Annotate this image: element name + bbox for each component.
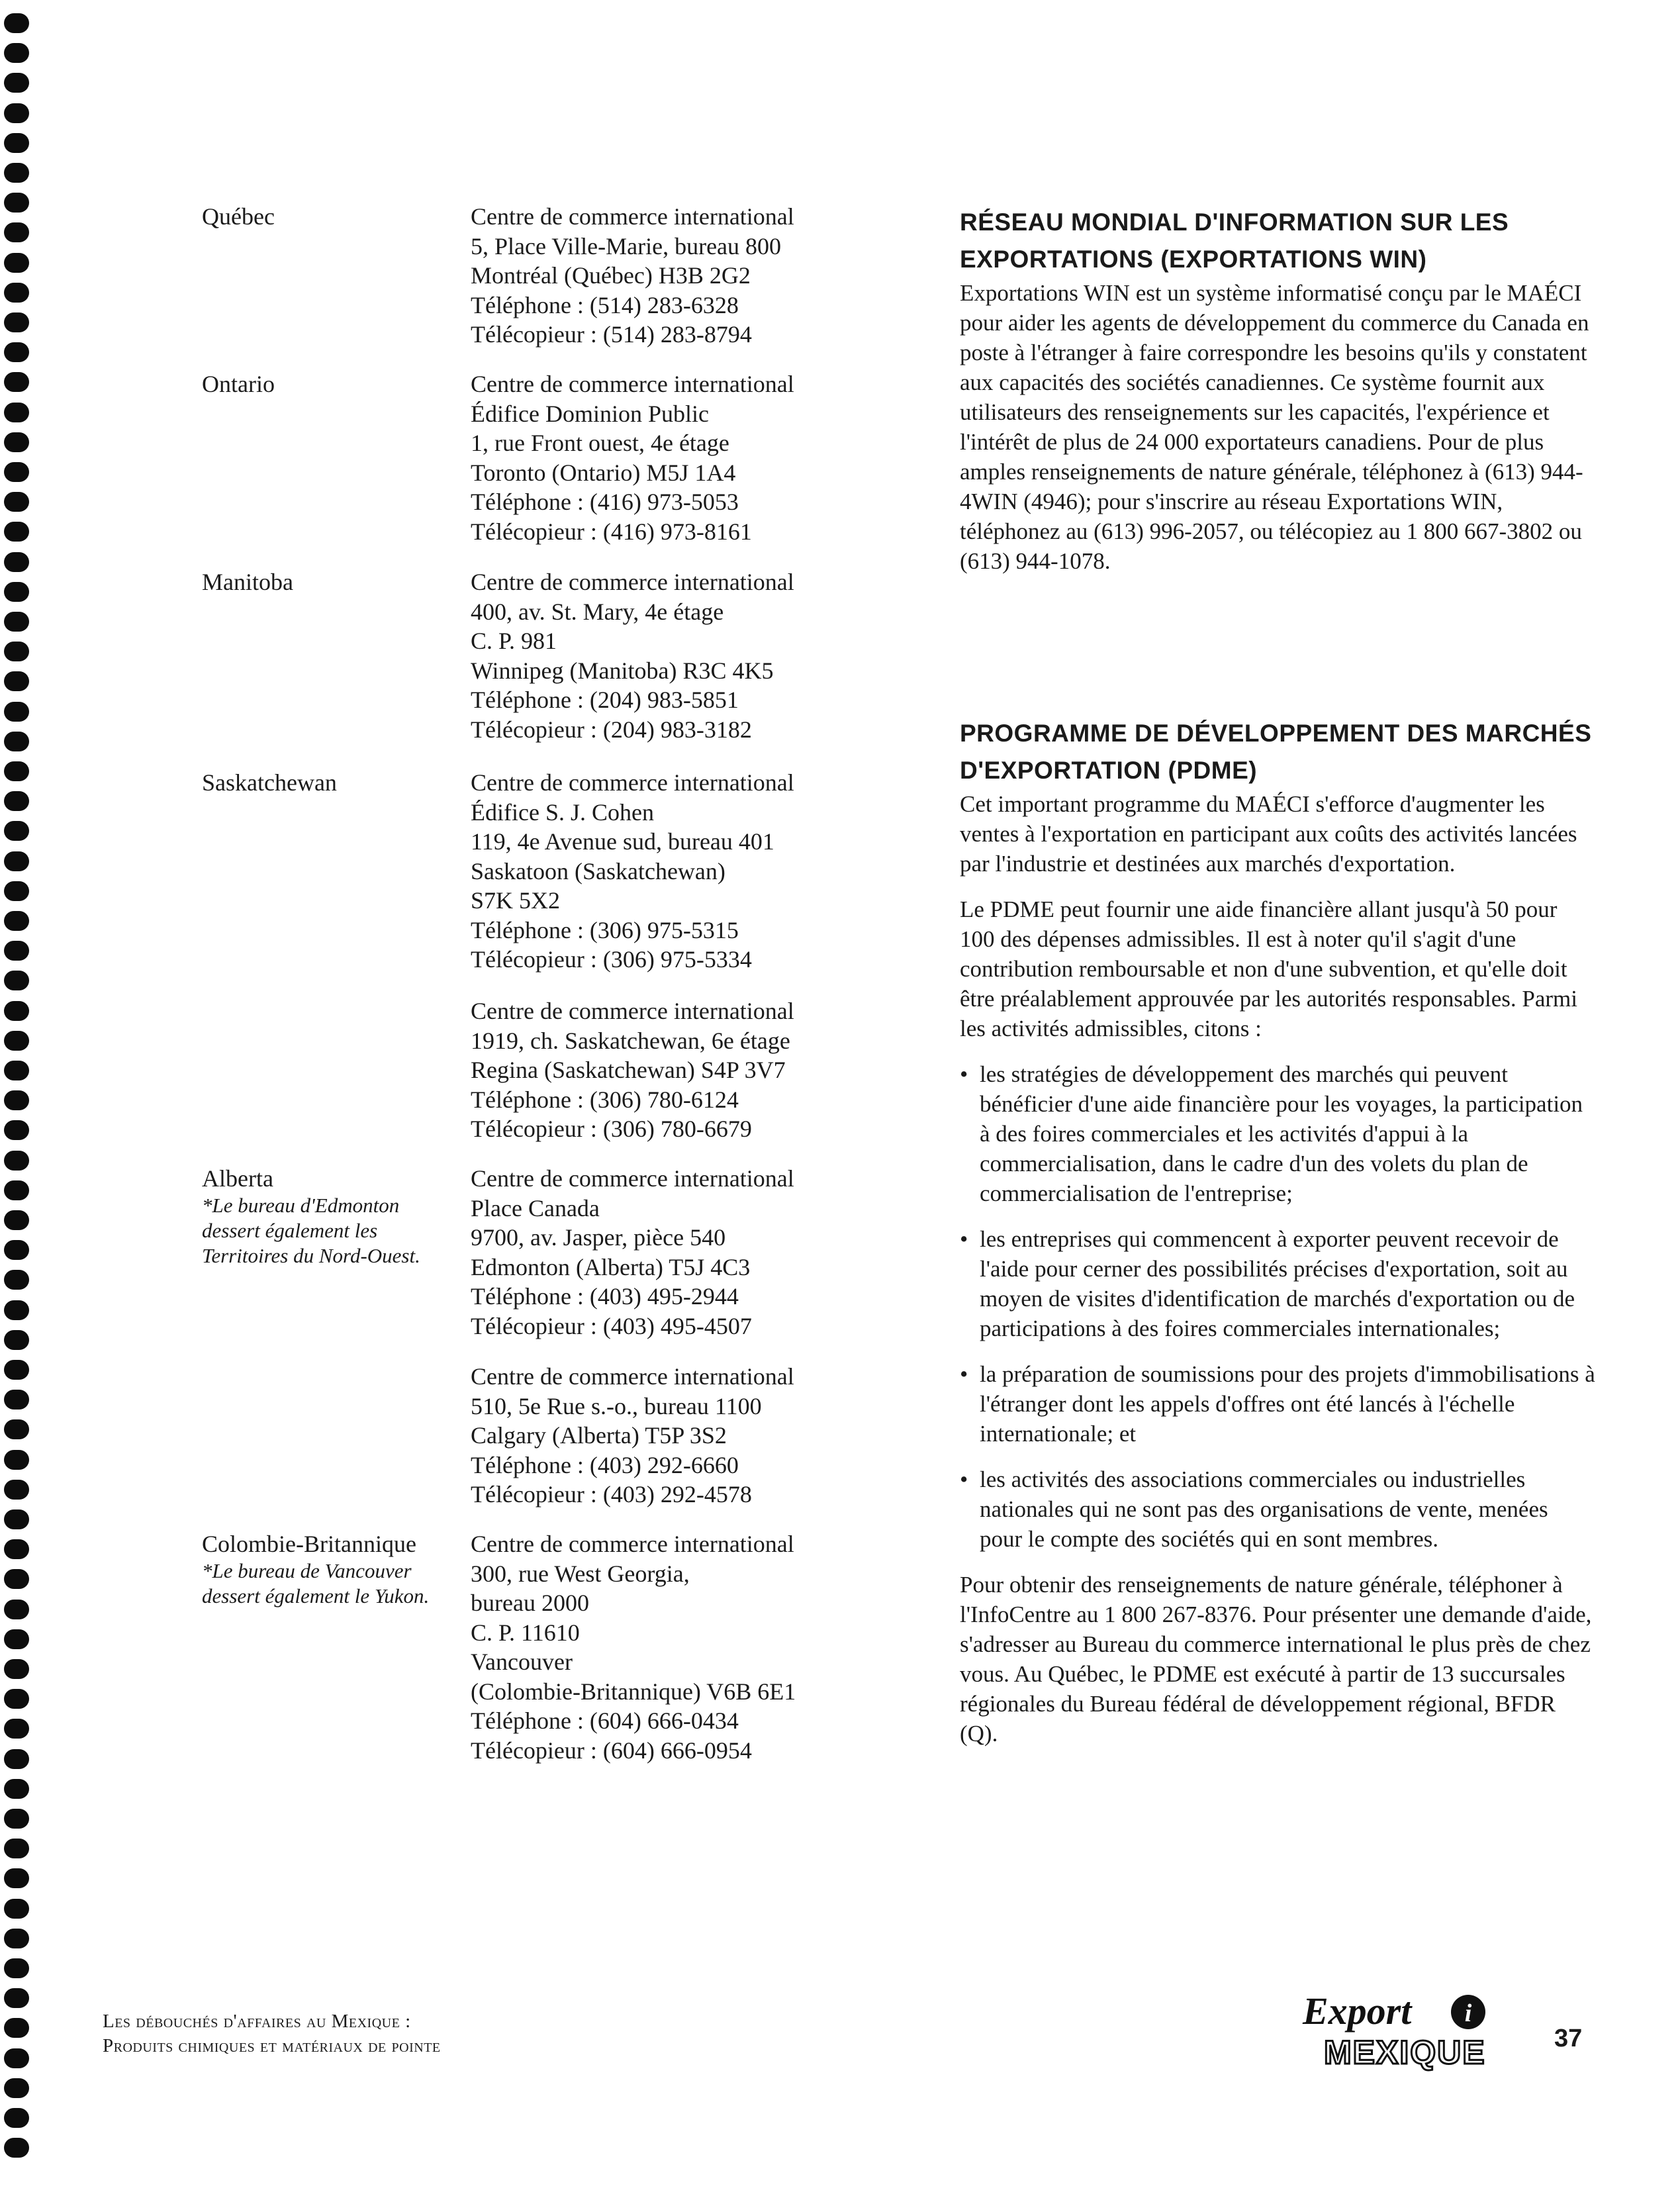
binding-hole (4, 222, 29, 242)
binding-hole (4, 103, 29, 123)
address-line: Centre de commerce international (471, 1363, 794, 1390)
binding-hole (4, 1719, 29, 1739)
address-block (471, 369, 881, 546)
binding-hole (4, 642, 29, 661)
address-line: C. P. 981 (471, 628, 557, 654)
address-line: C. P. 11610 (471, 1619, 580, 1646)
address-line: 510, 5e Rue s.-o., bureau 1100 (471, 1392, 762, 1419)
address-line: Place Canada (471, 1194, 600, 1222)
win-body: Exportations WIN est un système informatisé conçu par le MAÉCI pour aider les agents de développement du commerce du Canada en poste à l'étranger à faire correspondre les besoins qu'ils y constatent aux capacités des sociétés canadiennes. Ce système fournit aux utilisateurs des renseignements sur les capacités, l'expérience et l'intérêt de plus de 24 000 exportateurs canadiens. Pour de plus amples renseignements de nature générale, téléphonez à (613) 944-4WIN (4946); pour s'inscrire au réseau Exportations WIN, téléphonez au (613) 996-2057, ou télécopiez au 1 800 667-3802 ou (613) 944-1078. (960, 280, 1589, 574)
binding-hole (4, 1450, 29, 1470)
address-line: 5, Place Ville-Marie, bureau 800 (471, 232, 782, 260)
binding-hole (4, 1300, 29, 1320)
binding-hole (4, 342, 29, 362)
binding-hole (4, 462, 29, 482)
binding-hole (4, 1899, 29, 1919)
fax-line: Télécopieur : (604) 666-0954 (471, 1737, 752, 1764)
binding-hole (4, 1330, 29, 1350)
address-line: Centre de commerce international (471, 1165, 794, 1192)
fax-line: Télécopieur : (306) 780-6679 (471, 1116, 752, 1142)
binding-hole (4, 791, 29, 811)
phone-line: Téléphone : (604) 666-0434 (471, 1707, 739, 1734)
pdme-intro: Cet important programme du MAÉCI s'efforce d'augmenter les ventes à l'exportation en participant aux coûts des activités lancées par l'industrie et destinées aux marchés d'exportation. (960, 791, 1577, 877)
province-name: Alberta (202, 1165, 273, 1192)
logo-text-bottom: MEXIQUE (1324, 2034, 1486, 2071)
pdme-section (960, 715, 1595, 1749)
binding-hole (4, 582, 29, 602)
province-name: Colombie-Britannique (202, 1531, 416, 1557)
bullet-icon: • (960, 1466, 968, 1492)
binding-hole (4, 1390, 29, 1410)
eligible-activities-list (960, 1059, 1595, 1554)
address-line: Centre de commerce international (471, 569, 794, 595)
binding-hole (4, 2078, 29, 2098)
binding-hole (4, 881, 29, 901)
list-item: • les entreprises qui commencent à exporter peuvent recevoir de l'aide pour cerner des possibilités précises d'exportation, soit au moyen de visites d'identification de marchés d'exportation ou de participations à des foires commerciales internationales; (960, 1224, 1595, 1343)
address-line: 1, rue Front ouest, 4e étage (471, 430, 729, 456)
spiral-binding (0, 0, 40, 2204)
binding-hole (4, 1779, 29, 1799)
address-line: Centre de commerce international (471, 371, 794, 397)
phone-line: Téléphone : (306) 780-6124 (471, 1086, 739, 1113)
address-line: 119, 4e Avenue sud, bureau 401 (471, 828, 774, 855)
address-line: Winnipeg (Manitoba) R3C 4K5 (471, 657, 774, 684)
phone-line: Téléphone : (306) 975-5315 (471, 916, 739, 943)
binding-hole (4, 133, 29, 153)
address-line: Toronto (Ontario) M5J 1A4 (471, 459, 736, 486)
phone-line: Téléphone : (416) 973-5053 (471, 489, 739, 515)
section-heading-pdme: PROGRAMME DE DÉVELOPPEMENT DES MARCHÉS D'EXPORTATION (PDME) (960, 720, 1592, 784)
binding-hole (4, 1749, 29, 1769)
binding-hole (4, 1689, 29, 1709)
fax-line: Télécopieur : (514) 283-8794 (471, 321, 752, 348)
province-name: Québec (202, 203, 275, 230)
binding-hole (4, 761, 29, 781)
binding-hole (4, 1210, 29, 1230)
binding-hole (4, 403, 29, 422)
address-block (471, 567, 881, 744)
binding-hole (4, 43, 29, 63)
binding-hole (4, 2018, 29, 2038)
win-section (960, 204, 1595, 576)
binding-hole (4, 1151, 29, 1171)
binding-hole (4, 1090, 29, 1110)
bullet-icon: • (960, 1226, 968, 1252)
binding-hole (4, 1120, 29, 1140)
binding-hole (4, 1180, 29, 1200)
binding-hole (4, 732, 29, 751)
binding-hole (4, 1360, 29, 1380)
binding-hole (4, 1480, 29, 1500)
logo-text-top: Export (1303, 1989, 1412, 2033)
binding-hole (4, 1270, 29, 1290)
binding-hole (4, 671, 29, 691)
bullet-icon: • (960, 1361, 968, 1387)
address-block (471, 1164, 881, 1341)
fax-line: Télécopieur : (403) 495-4507 (471, 1312, 752, 1339)
binding-hole (4, 1958, 29, 1978)
province-name: Saskatchewan (202, 769, 337, 796)
province-name: Manitoba (202, 569, 293, 595)
binding-hole (4, 1001, 29, 1021)
page-number: 37 (1554, 2025, 1583, 2052)
binding-hole (4, 1419, 29, 1439)
address-block (471, 996, 881, 1144)
binding-hole (4, 522, 29, 542)
section-heading-win: RÉSEAU MONDIAL D'INFORMATION SUR LES EXPORTATIONS (EXPORTATIONS WIN) (960, 209, 1509, 273)
province-name: Ontario (202, 371, 275, 397)
address-line: Édifice Dominion Public (471, 400, 709, 427)
office-note: *Le bureau de Vancouver dessert également le Yukon. (202, 1559, 430, 1607)
address-line: Édifice S. J. Cohen (471, 798, 654, 826)
export-mexique-logo (1297, 1983, 1516, 2076)
binding-hole (4, 193, 29, 213)
binding-hole (4, 253, 29, 273)
binding-hole (4, 13, 29, 33)
address-line: Montréal (Québec) H3B 2G2 (471, 262, 751, 289)
binding-hole (4, 612, 29, 632)
binding-hole (4, 2108, 29, 2128)
address-line: Centre de commerce international (471, 769, 794, 796)
binding-hole (4, 283, 29, 303)
list-item: • la préparation de soumissions pour des projets d'immobilisations à l'étranger dont les appels d'offres ont été lancés à l'échelle internationale; et (960, 1359, 1595, 1449)
binding-hole (4, 941, 29, 961)
pdme-closing: Pour obtenir des renseignements de nature générale, téléphoner à l'InfoCentre au 1 800 267-8376. Pour présenter une demande d'aide, s'adresser au Bureau du commerce international le plus près de chez vous. Au Québec, le PDME est exécuté à partir de 13 succursales régionales du Bureau fédéral de développement régional, BFDR (Q). (960, 1572, 1592, 1747)
binding-hole (4, 1569, 29, 1589)
binding-hole (4, 1839, 29, 1858)
address-line: Centre de commerce international (471, 998, 794, 1024)
address-line: S7K 5X2 (471, 887, 561, 914)
footer-line-2: Produits chimiques et matériaux de pointe (103, 2035, 441, 2056)
binding-hole (4, 1629, 29, 1649)
binding-hole (4, 73, 29, 93)
binding-hole (4, 1031, 29, 1051)
address-line: 1919, ch. Saskatchewan, 6e étage (471, 1027, 790, 1054)
binding-hole (4, 163, 29, 183)
binding-hole (4, 1659, 29, 1679)
binding-hole (4, 1988, 29, 2008)
address-line: Centre de commerce international (471, 1531, 794, 1557)
binding-hole (4, 851, 29, 871)
binding-hole (4, 1509, 29, 1529)
binding-hole (4, 1809, 29, 1829)
binding-hole (4, 552, 29, 572)
fax-line: Télécopieur : (204) 983-3182 (471, 716, 752, 743)
address-line: Calgary (Alberta) T5P 3S2 (471, 1422, 727, 1449)
logo-badge-text: i (1464, 1999, 1472, 2027)
phone-line: Téléphone : (204) 983-5851 (471, 687, 739, 713)
fax-line: Télécopieur : (306) 975-5334 (471, 946, 752, 973)
binding-hole (4, 432, 29, 452)
binding-hole (4, 2048, 29, 2068)
address-line: Centre de commerce international (471, 203, 794, 230)
binding-hole (4, 1061, 29, 1080)
pdme-paragraph: Le PDME peut fournir une aide financière allant jusqu'à 50 pour 100 des dépenses admissibles. Il est à noter qu'il s'agit d'une contribution remboursable et non d'une subvention, et qu'elle doit être préalablement approuvée par les autorités responsables. Parmi les activités admissibles, citons : (960, 896, 1577, 1041)
binding-hole (4, 1868, 29, 1888)
address-block (471, 1529, 881, 1765)
phone-line: Téléphone : (403) 292-6660 (471, 1451, 739, 1478)
address-line: bureau 2000 (471, 1590, 589, 1616)
address-line: 400, av. St. Mary, 4e étage (471, 598, 724, 625)
address-block (471, 202, 881, 350)
bullet-icon: • (960, 1061, 968, 1087)
address-line: Vancouver (471, 1649, 573, 1675)
fax-line: Télécopieur : (403) 292-4578 (471, 1481, 752, 1508)
address-line: 300, rue West Georgia, (471, 1560, 690, 1587)
address-block (471, 1362, 881, 1509)
binding-hole (4, 2138, 29, 2158)
binding-hole (4, 702, 29, 722)
binding-hole (4, 1539, 29, 1559)
binding-hole (4, 372, 29, 392)
binding-hole (4, 971, 29, 990)
fax-line: Télécopieur : (416) 973-8161 (471, 518, 752, 545)
binding-hole (4, 911, 29, 931)
list-item: • les stratégies de développement des marchés qui peuvent bénéficier d'une aide financière pour les voyages, la participation à des foires commerciales et les activités d'appui à la commercialisation, dans le cadre d'un des volets du plan de commercialisation de l'entreprise; (960, 1059, 1595, 1208)
address-line: (Colombie-Britannique) V6B 6E1 (471, 1678, 796, 1705)
address-line: Edmonton (Alberta) T5J 4C3 (471, 1253, 751, 1280)
binding-hole (4, 821, 29, 841)
address-line: Regina (Saskatchewan) S4P 3V7 (471, 1057, 786, 1083)
footer-line-1: Les débouchés d'affaires au Mexique : (103, 2011, 411, 2032)
binding-hole (4, 1240, 29, 1260)
page-footer (103, 2009, 441, 2058)
phone-line: Téléphone : (514) 283-6328 (471, 291, 739, 318)
binding-hole (4, 1929, 29, 1948)
binding-hole (4, 1600, 29, 1619)
address-line: 9700, av. Jasper, pièce 540 (471, 1224, 726, 1251)
binding-hole (4, 312, 29, 332)
list-item: • les activités des associations commerciales ou industrielles nationales qui ne sont pas des organisations de vente, menées pour le compte des sociétés qui en sont membres. (960, 1464, 1595, 1554)
phone-line: Téléphone : (403) 495-2944 (471, 1283, 739, 1310)
address-line: Saskatoon (Saskatchewan) (471, 857, 725, 885)
binding-hole (4, 492, 29, 512)
office-note: *Le bureau d'Edmonton dessert également les Territoires du Nord-Ouest. (202, 1194, 420, 1267)
address-block (471, 768, 881, 975)
